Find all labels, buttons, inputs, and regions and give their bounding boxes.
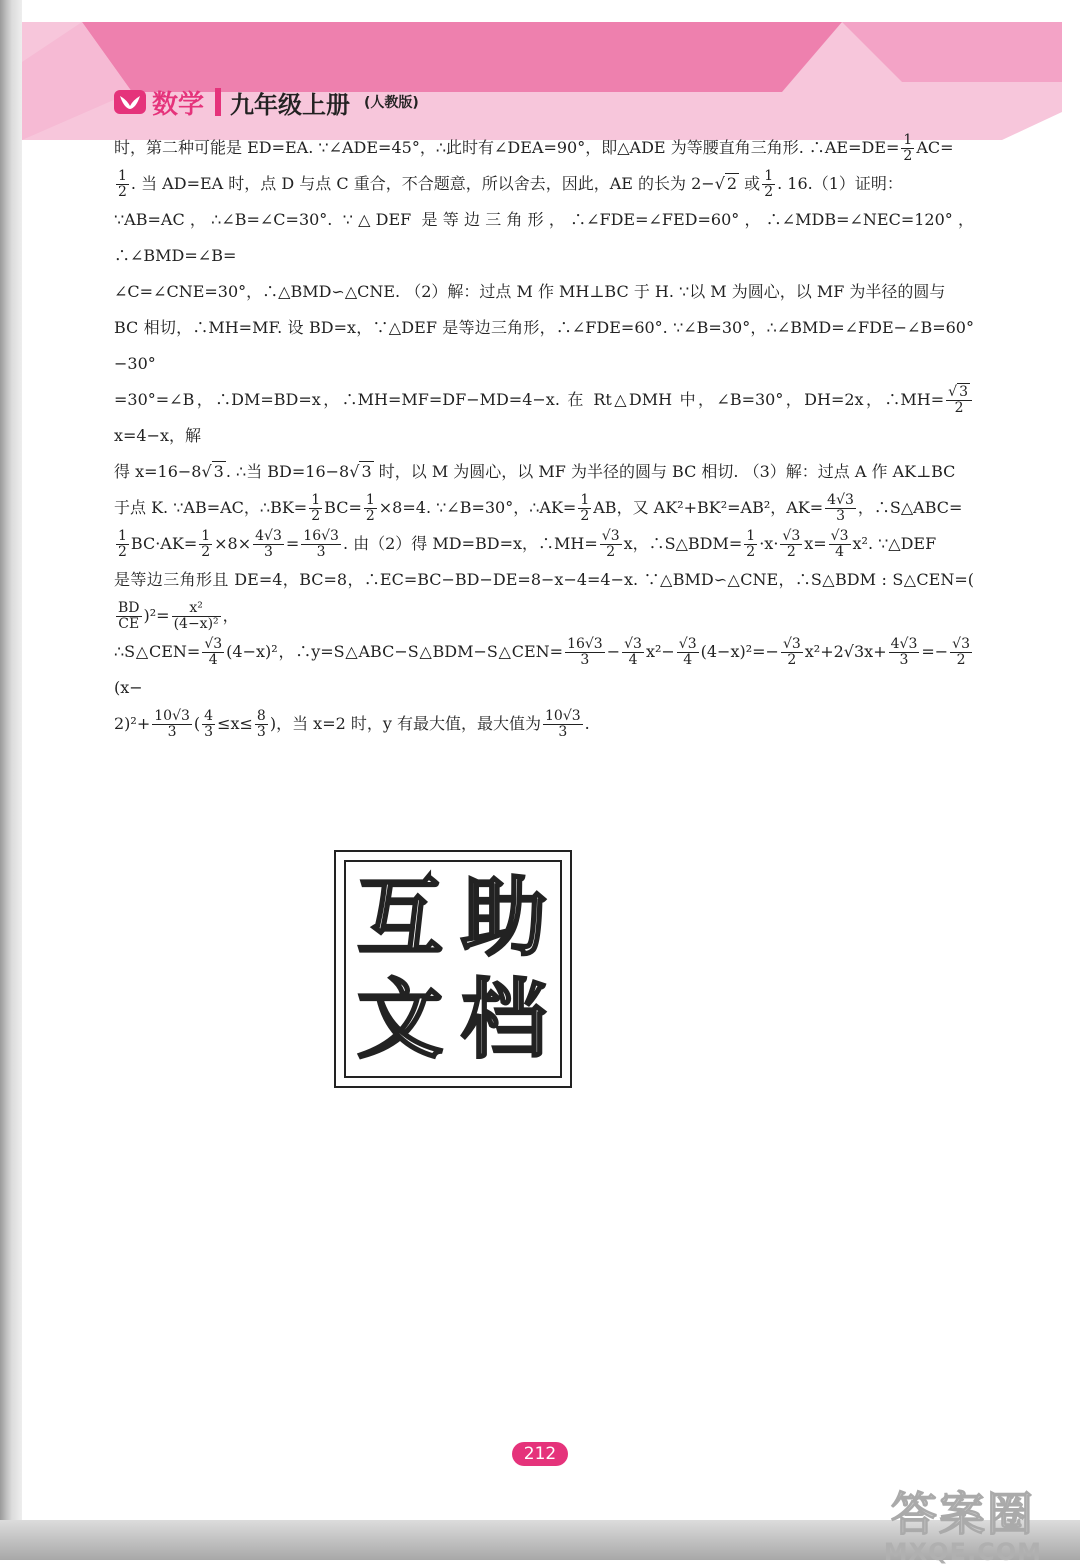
fraction: $\frac{4√3}{3}$ bbox=[255, 528, 282, 560]
text-run: ， bbox=[222, 606, 239, 625]
text-run: − bbox=[606, 642, 621, 661]
text-line bbox=[114, 454, 974, 490]
text-run: . 16.（1）证明： bbox=[777, 174, 903, 193]
edition-label: (人教版) bbox=[364, 95, 419, 111]
text-run: x²− bbox=[645, 642, 675, 661]
text-run: (4−x)²=− bbox=[700, 642, 779, 661]
text-run: x². ∵△DEF bbox=[852, 534, 937, 553]
seal-stamp bbox=[334, 850, 572, 1088]
fraction: $\frac{√ 3}{2}$ bbox=[946, 385, 972, 415]
text-run: AC= bbox=[916, 138, 954, 157]
text-run: = bbox=[285, 534, 300, 553]
text-run: x²+2√3x+ bbox=[804, 642, 887, 661]
fraction: $\frac{10√3}{3}$ bbox=[154, 708, 190, 740]
seal-char-2: 助 bbox=[461, 868, 547, 968]
text-run: . 当 AD=EA 时，点 D 与点 C 重合，不合题意，所以舍去，因此，AE 的长为 2− bbox=[130, 174, 715, 193]
fraction: $\frac{1}{2}$ bbox=[311, 492, 321, 524]
text-run: ∠C=∠CNE=30°，∴△BMD∽△CNE. （2）解：过点 M 作 MH⊥BC 于 H. ∵以 M 为圆心，以 MF 为半径的圆与 bbox=[114, 282, 946, 301]
radical: √ 3 bbox=[948, 384, 968, 401]
fraction: $\frac{1}{2}$ bbox=[201, 528, 211, 560]
text-run: (4−x)²，∴y=S△ABC−S△BDM−S△CEN= bbox=[226, 642, 564, 661]
text-line bbox=[114, 274, 974, 310]
fraction: $\frac{16√3}{3}$ bbox=[567, 636, 603, 668]
text-run: . bbox=[584, 714, 590, 733]
fraction: $\frac{√3}{4}$ bbox=[204, 636, 223, 668]
fraction: $\frac{√3}{2}$ bbox=[782, 636, 801, 668]
text-run: ∴S△CEN= bbox=[114, 642, 201, 661]
leaf-logo-icon bbox=[114, 90, 146, 114]
fraction: $\frac{BD}{CE}$ bbox=[118, 600, 140, 632]
text-run: 时，以 M 为圆心，以 MF 为半径的圆与 BC 相切. （3）解：过点 A 作 AK⊥BC bbox=[373, 462, 956, 481]
subject-title: 数学 bbox=[152, 90, 205, 120]
radical: √ 3 bbox=[201, 462, 224, 481]
fraction: $\frac{\text{x²}}{\text{(4−x)²}}$ bbox=[173, 600, 219, 632]
text-line bbox=[114, 202, 974, 274]
text-run: AB，又 AK²+BK²=AB²，AK= bbox=[593, 498, 824, 517]
fraction: $\frac{1}{2}$ bbox=[764, 168, 774, 200]
solution-text bbox=[114, 130, 974, 742]
text-run: x=4−x，解 bbox=[114, 426, 202, 445]
text-run: =− bbox=[921, 642, 949, 661]
text-run: 于点 K. ∵AB=AC，∴BK= bbox=[114, 498, 308, 517]
page-number: 212 bbox=[512, 1442, 568, 1466]
text-line bbox=[114, 130, 974, 166]
text-run: ( bbox=[193, 714, 201, 733]
fraction: $\frac{16√3}{3}$ bbox=[303, 528, 339, 560]
radical: √ 2 bbox=[714, 174, 738, 193]
fraction: $\frac{1}{2}$ bbox=[903, 132, 913, 164]
grade-title: 九年级上册 bbox=[230, 90, 350, 119]
radical: √ 3 bbox=[349, 462, 372, 481]
text-run: ，∴S△ABC= bbox=[857, 498, 963, 517]
title-divider bbox=[215, 88, 221, 116]
book-spine-edge bbox=[0, 0, 22, 1560]
fraction: $\frac{√3}{4}$ bbox=[830, 528, 849, 560]
fraction: $\frac{√3}{2}$ bbox=[782, 528, 801, 560]
fraction: $\frac{4√3}{3}$ bbox=[890, 636, 918, 668]
fraction: $\frac{√3}{2}$ bbox=[601, 528, 620, 560]
text-run: 是等边三角形且 DE=4，BC=8，∴EC=BC−BD−DE=8−x−4=4−x. ∵△BMD∽△CNE，∴S△BDM : S△CEN=( bbox=[114, 570, 974, 589]
seal-char-1: 互 bbox=[357, 868, 443, 968]
fraction: $\frac{√3}{4}$ bbox=[624, 636, 642, 668]
fraction: $\frac{√3}{2}$ bbox=[952, 636, 970, 668]
text-run: x，∴S△BDM= bbox=[623, 534, 743, 553]
text-run: ·x· bbox=[759, 534, 779, 553]
seal-inner-border bbox=[344, 860, 562, 1078]
watermark-bottom: MXQE.COM bbox=[883, 1538, 1042, 1566]
fraction: $\frac{4}{3}$ bbox=[204, 708, 214, 740]
text-run: BC= bbox=[324, 498, 362, 517]
seal-char-3: 文 bbox=[357, 970, 443, 1070]
fraction: $\frac{1}{2}$ bbox=[746, 528, 756, 560]
text-run: )，当 x=2 时，y 有最大值，最大值为 bbox=[269, 714, 541, 733]
text-run: x= bbox=[804, 534, 827, 553]
text-run: BC 相切，∴MH=MF. 设 BD=x，∵△DEF 是等边三角形，∴∠FDE=60°. ∵∠B=30°，∴∠BMD=∠FDE−∠B=60°−30° bbox=[114, 318, 974, 373]
text-run: ×8× bbox=[214, 534, 252, 553]
text-run: (x− bbox=[114, 678, 143, 697]
text-run: . ∴当 BD=16−8 bbox=[225, 462, 350, 481]
text-line bbox=[114, 382, 974, 454]
fraction: $\frac{1}{2}$ bbox=[118, 168, 127, 200]
text-run: ×8=4. ∵∠B=30°，∴AK= bbox=[378, 498, 577, 517]
text-run: 时，第二种可能是 ED=EA. ∵∠ADE=45°，∴此时有∠DEA=90°，即△ADE 为等腰直角三角形. ∴AE=DE= bbox=[114, 138, 900, 157]
text-line bbox=[114, 634, 974, 706]
fraction: $\frac{1}{2}$ bbox=[365, 492, 375, 524]
fraction: $\frac{10√3}{3}$ bbox=[545, 708, 581, 740]
text-run: BC·AK= bbox=[130, 534, 198, 553]
fraction: $\frac{8}{3}$ bbox=[256, 708, 266, 740]
fraction: $\frac{4√3}{3}$ bbox=[827, 492, 854, 524]
text-line bbox=[114, 706, 974, 742]
fraction: $\frac{1}{2}$ bbox=[580, 492, 590, 524]
watermark-top: 答案圈 bbox=[890, 1487, 1035, 1541]
text-run: )²= bbox=[143, 606, 170, 625]
text-run: ∵AB=AC，∴∠B=∠C=30°. ∵△DEF 是等边三角形，∴∠FDE=∠FED=60°，∴∠MDB=∠NEC=120°，∴∠BMD=∠B= bbox=[114, 210, 974, 265]
watermark-logo bbox=[884, 1478, 1042, 1566]
fraction: $\frac{√3}{4}$ bbox=[678, 636, 697, 668]
text-run: 或 bbox=[739, 174, 761, 193]
text-run: 得 x=16−8 bbox=[114, 462, 202, 481]
text-line bbox=[114, 526, 974, 562]
fraction: $\frac{1}{2}$ bbox=[118, 528, 127, 560]
text-run: . 由（2）得 MD=BD=x，∴MH= bbox=[342, 534, 598, 553]
text-run: =30°=∠B，∴DM=BD=x，∴MH=MF=DF−MD=4−x. 在 Rt△DMH 中，∠B=30°，DH=2x，∴MH= bbox=[114, 390, 945, 409]
text-line bbox=[114, 490, 974, 526]
text-run: ≤x≤ bbox=[217, 714, 253, 733]
document-page bbox=[22, 22, 1062, 1566]
text-line bbox=[114, 166, 974, 202]
text-line bbox=[114, 310, 974, 382]
seal-char-4: 档 bbox=[461, 970, 547, 1070]
text-run: 2)²+ bbox=[114, 714, 151, 733]
text-line bbox=[114, 562, 974, 634]
